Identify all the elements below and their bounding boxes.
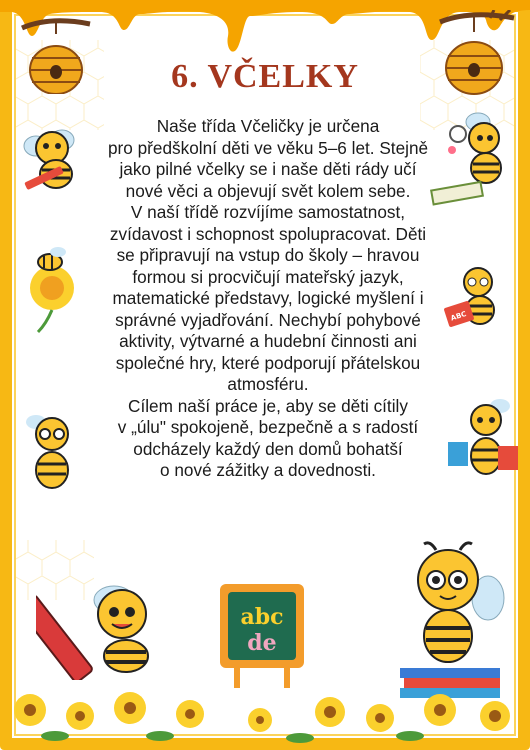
board-text-abc: abc: [240, 604, 284, 630]
bee-with-books-icon: [442, 396, 522, 486]
bee-with-big-pencil-icon: [36, 570, 166, 680]
text-line: jako pilné včelky se i naše děti rády učí: [119, 159, 417, 179]
bee-with-pencil-icon: [16, 118, 96, 198]
text-line: V naší třídě rozvíjíme samostatnost,: [130, 202, 406, 222]
description-text: [108, 116, 428, 482]
board-text-de: de: [247, 630, 277, 656]
text-line: Naše třída Včeličky je určena: [156, 116, 380, 136]
bee-with-glasses-icon: [18, 410, 88, 500]
text-line: pro předškolní děti ve věku 5–6 let. Stejně: [108, 137, 429, 158]
text-line: se připravují na vstup do školy – hravou: [116, 245, 420, 265]
text-line: nové věci a objevují svět kolem sebe.: [125, 180, 411, 201]
text-line: společné hry, které podporují přátelskou: [115, 352, 421, 373]
bee-with-book-icon: [440, 264, 520, 344]
text-line: atmosféru.: [227, 374, 309, 394]
text-line: zvídavost i schopnost spolupracovat. Děti: [109, 223, 427, 244]
text-line: aktivity, výtvarné a hudební činnosti ani: [119, 331, 417, 351]
book-label: ABC: [449, 309, 468, 323]
text-line: matematické představy, logické myšlení i: [112, 288, 424, 308]
bee-with-magnifier-icon: [428, 108, 518, 208]
bee-on-sunflower-icon: [16, 244, 96, 334]
text-line: formou si procvičují mateřský jazyk,: [132, 266, 404, 287]
sunflower-border: [0, 670, 530, 750]
text-line: o nové zážitky a dovednosti.: [160, 460, 376, 480]
text-line: v „úlu" spokojeně, bezpečně a s radostí: [117, 417, 419, 437]
text-line: Cílem naší práce je, aby se děti cítily: [128, 395, 408, 416]
text-line: odcházely každý den domů bohatší: [133, 438, 403, 459]
text-line: správné vyjadřování. Nechybí pohybové: [115, 309, 421, 330]
page-title: 6. VČELKY: [171, 58, 359, 95]
